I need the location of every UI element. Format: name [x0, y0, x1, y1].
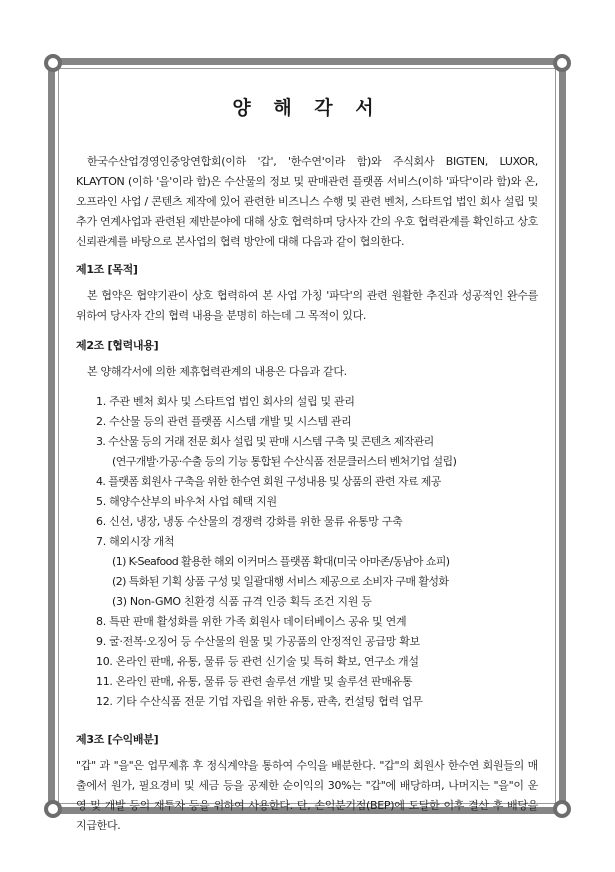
intro-paragraph: 한국수산업경영인중앙연합회(이하 '갑', '한수연'이라 함)와 주식회사 BIGTEN, LUXOR, KLAYTON (이하 '을'이라 함)은 수산물의 정보 및 판매관련 플랫폼 서비스(이하 '파닥'이라 함)와 온, 오프라인 사업 / 콘텐츠 제작에 있어 관련한 비즈니스 수행 및 관련 벤처, 스타트업 법인 회사 설립 및 추가 연계사업과 관련된 제반분야에 대해 상호 협력하며 당사자 간의 우호 협력관계를 확인하고 상호 신뢰관계를 바탕으로 본사업의 협력 방안에 대해 다음과 같이 협의한다. — [76, 155, 538, 248]
corner-ornament-top-right — [553, 54, 571, 72]
list-item: 1. 주관 벤처 회사 및 스타트업 법인 회사의 설립 및 관리 — [96, 395, 355, 408]
corner-ornament-bottom-right — [553, 800, 571, 818]
list-item: 10. 온라인 판매, 유통, 물류 등 관련 신기술 및 특허 확보, 연구소 개설 — [96, 655, 419, 668]
list-item: 12. 기타 수산식품 전문 기업 자립을 위한 유통, 판촉, 컨설팅 협력 업무 — [96, 695, 423, 708]
list-subitem: (2) 특화된 기획 상품 구성 및 일괄대행 서비스 제공으로 소비자 구매 활성화 — [112, 575, 449, 588]
list-item-note: (연구개발·가공·수출 등의 기능 통합된 수산식품 전문클러스터 벤처기업 설립) — [112, 455, 457, 468]
article2-intro: 본 양해각서에 의한 제휴협력관계의 내용은 다음과 같다. — [87, 365, 347, 378]
article3-heading: 제3조 [수익배분] — [76, 733, 159, 746]
article1-body: 본 협약은 협약기관이 상호 협력하여 본 사업 가칭 '파닥'의 관련 원활한 추진과 성공적인 완수를 위하여 당사자 간의 협력 내용을 분명히 하는데 그 목적이 있다. — [76, 289, 538, 322]
list-item: 4. 플랫폼 회원사 구축을 위한 한수연 회원 구성내용 및 상품의 관련 자료 제공 — [96, 475, 441, 488]
list-item: 2. 수산물 등의 관련 플랫폼 시스템 개발 및 시스템 관리 — [96, 415, 352, 428]
list-subitem: (1) K-Seafood 활용한 해외 이커머스 플랫폼 확대(미국 아마존/동남아 쇼피) — [112, 555, 450, 568]
document-title: 양 해 각 서 — [232, 97, 382, 119]
list-subitem: (3) Non-GMO 친환경 식품 규격 인증 획득 조건 지원 등 — [112, 595, 372, 608]
article2-list — [76, 392, 538, 712]
list-item: 8. 특판 판매 활성화를 위한 가족 회원사 데이터베이스 공유 및 연계 — [96, 615, 407, 628]
list-item: 7. 해외시장 개척 — [96, 535, 175, 548]
list-item: 9. 굴·전복·오징어 등 수산물의 원물 및 가공품의 안정적인 공급망 확보 — [96, 635, 420, 648]
document-content — [76, 96, 538, 836]
corner-ornament-bottom-left — [44, 800, 62, 818]
article1-heading: 제1조 [목적] — [76, 263, 138, 276]
article2-heading: 제2조 [협력내용] — [76, 339, 159, 352]
corner-ornament-top-left — [44, 54, 62, 72]
list-item: 6. 신선, 냉장, 냉동 수산물의 경쟁력 강화를 위한 물류 유통망 구축 — [96, 515, 403, 528]
list-item: 5. 해양수산부의 바우처 사업 혜택 지원 — [96, 495, 277, 508]
list-item: 3. 수산물 등의 거래 전문 회사 설립 및 판매 시스템 구축 및 콘텐츠 제작관리 — [96, 435, 434, 448]
article3-body: "갑" 과 "을"은 업무제휴 후 정식계약을 통하여 수익을 배분한다. "갑"의 회원사 한수연 회원들의 매출에서 원가, 필요경비 및 세금 등을 공제한 순이익의 30%는 "갑"에 배당하며, 나머지는 "을"이 운영 및 개발 등의 재투자 등을 위하여 사용한다. 단, 손익분기점(BEP)에 도달한 이후 결산 후 배당을 지급한다. — [76, 759, 538, 832]
list-item: 11. 온라인 판매, 유통, 물류 등 관련 솔루션 개발 및 솔루션 판매유통 — [96, 675, 413, 688]
